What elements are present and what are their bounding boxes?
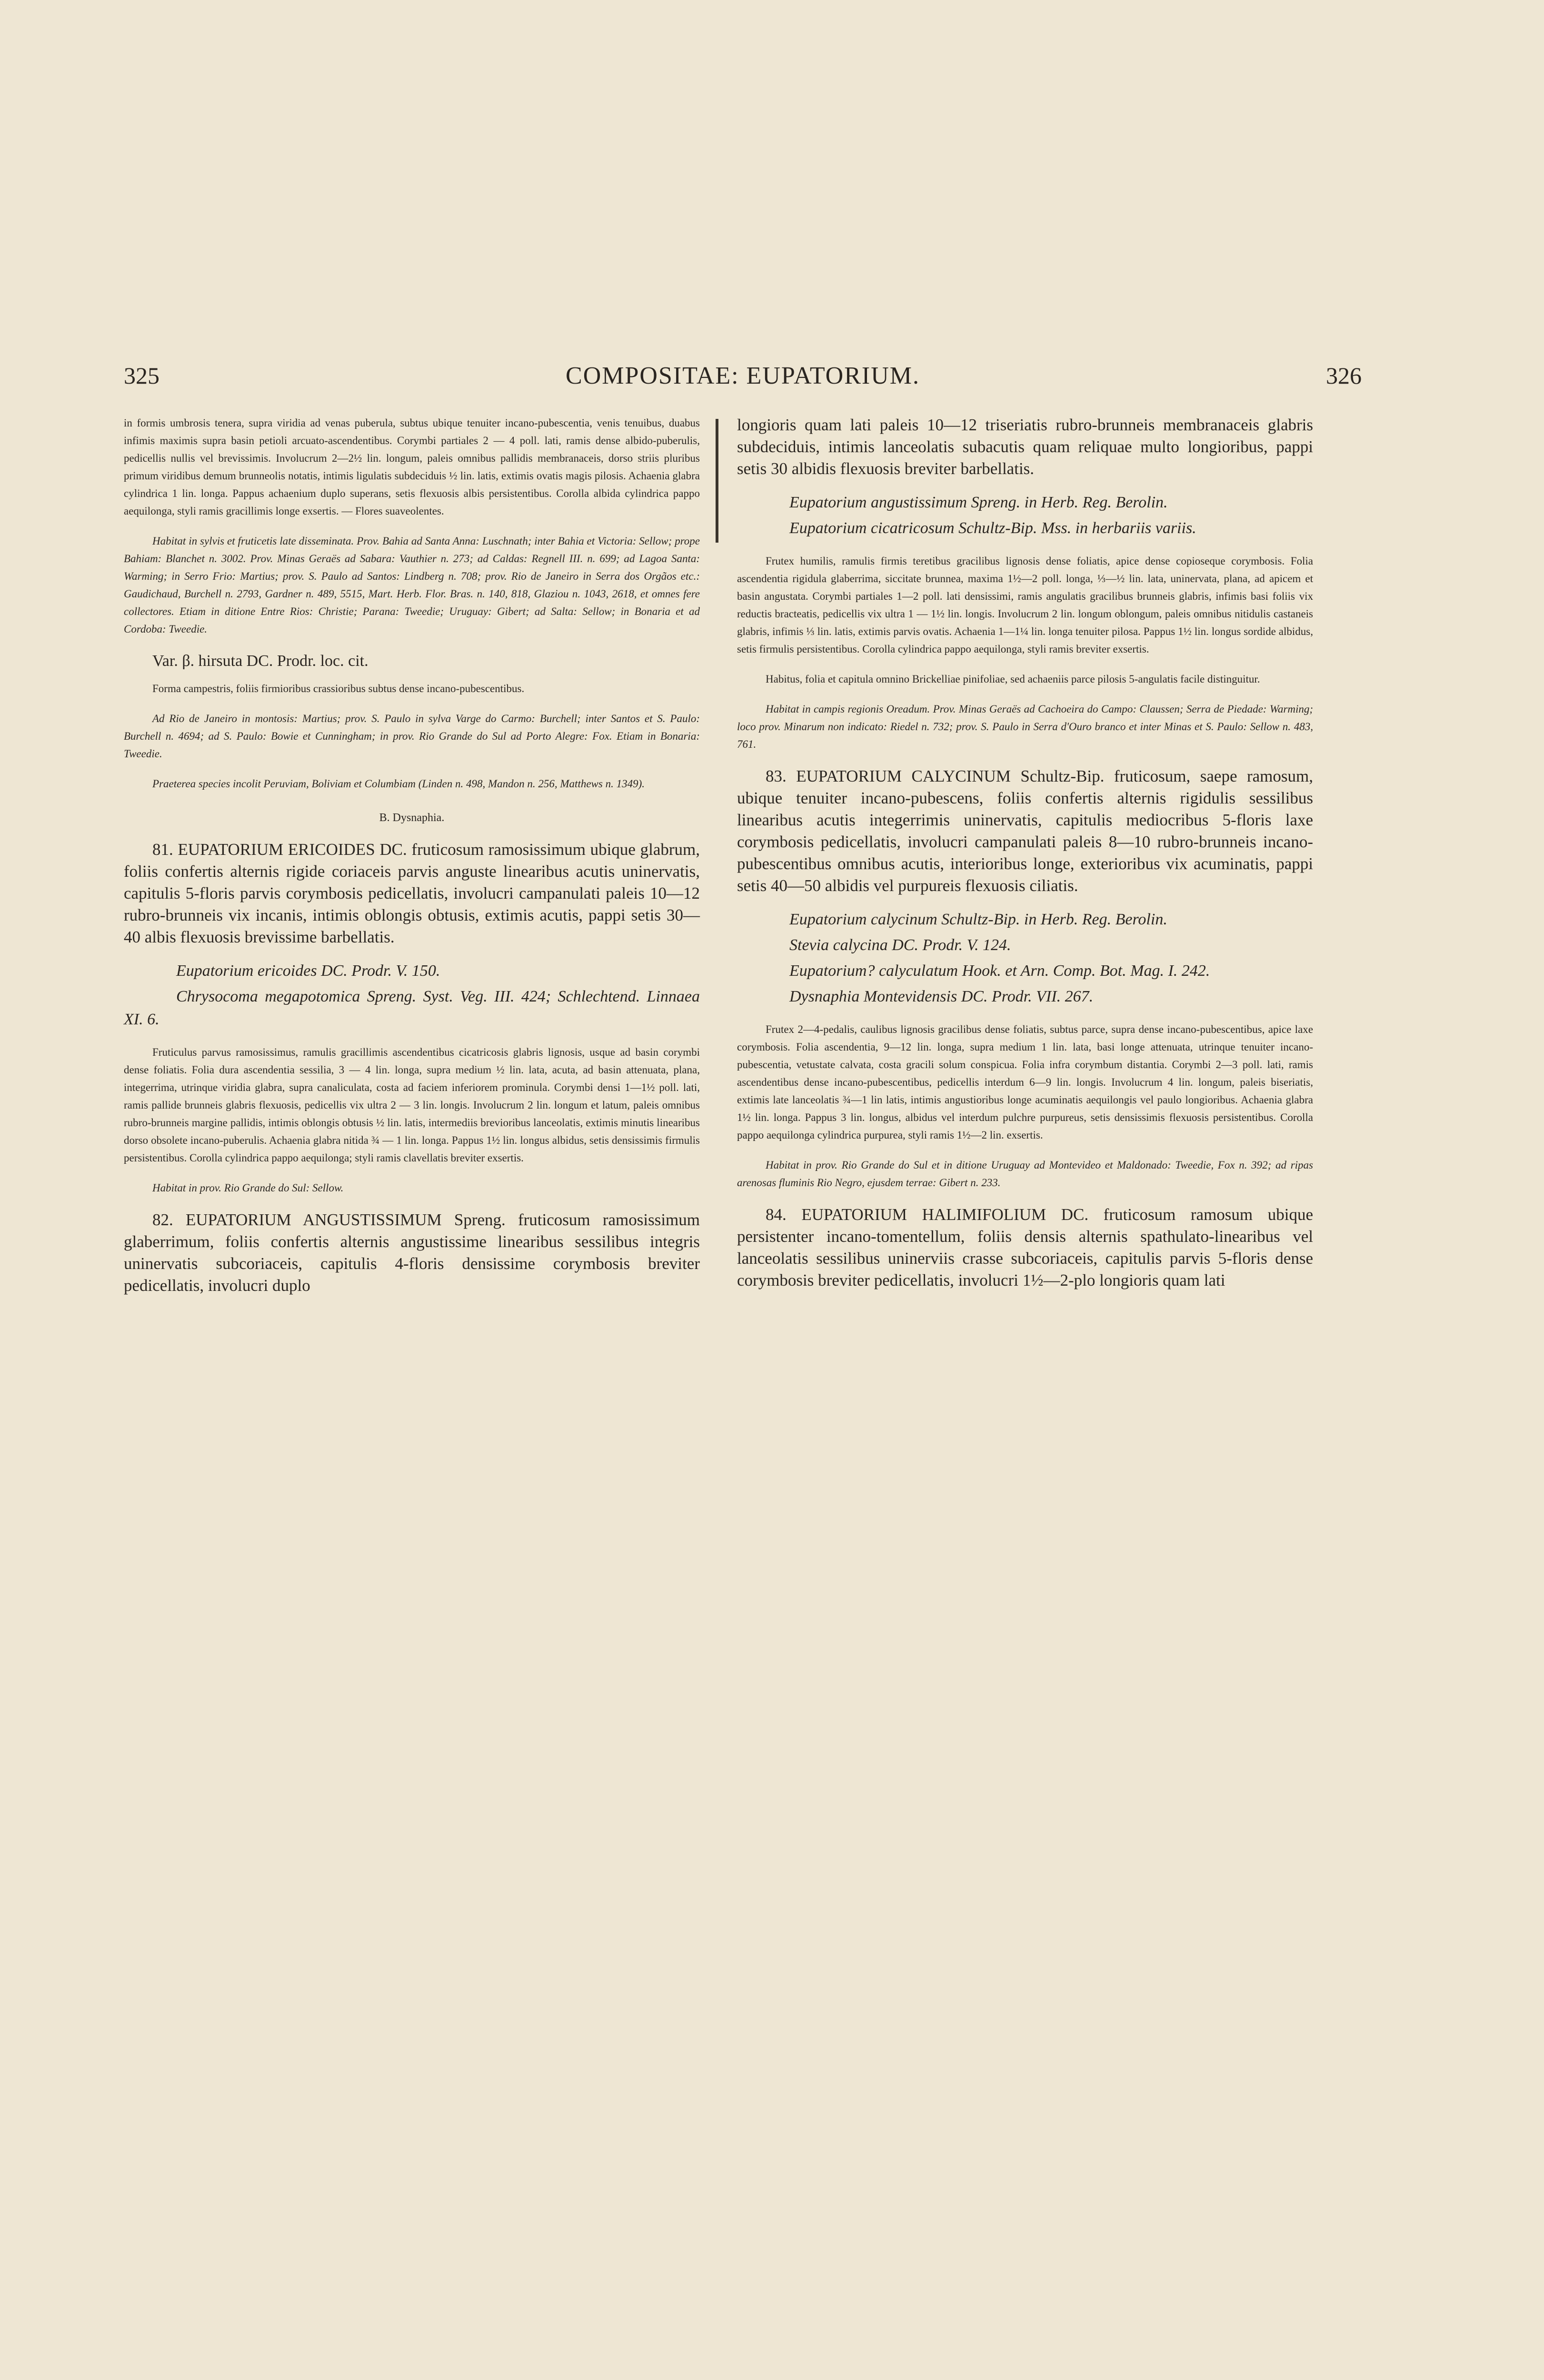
habitat-paragraph: Habitat in sylvis et fruticetis late disseminata. Prov. Bahia ad Santa Anna: Luschnath; inter Bahia et Victoria: Sellow; prope Bahiam: Blanchet n. 3002. Prov. Minas Geraës ad Sabara: Vauthier n. 273; ad Caldas: Regnell III. n. 699; ad Lagoa Santa: Warming; in Serro Frio: Martius; prov. S. Paulo ad Santos: Lindberg n. 708; prov. Rio de Janeiro in Serra dos Orgãos etc.: Gaudichaud, Burchell n. 2793, Gardner n. 489, 5515, Mart. Herb. Flor. Bras. n. 140, 818, Glaziou n. 1043, 2618, et omnes fere collectores. Etiam in ditione Entre Rios: Christie; Parana: Tweedie; Uruguay: Gibert; ad Salta: Sellow; in Bonaria et ad Cordoba: Tweedie. xyxy=(124,535,700,635)
synonym: Eupatorium cicatricosum Schultz-Bip. Mss. in herbariis variis. xyxy=(789,519,1196,537)
species-83-description: Frutex 2—4-pedalis, caulibus lignosis gracilibus dense foliatis, subtus parce, supra dense incano-pubescentibus, apice laxe corymbosis. Folia ascendentia, 9—12 lin. longa, supra medium 1 lin. lata, basi longe attenuata, utrinque tenuiter incano-pubescentia, vetustate calvata, costa gracili solum conspicua. Folia infra corymbum distantia. Corymbi 2—3 poll. lati, ramis ascendentibus dense incano-pubescentibus, pedicellis interdum 6—9 lin. longis. Involucrum 4 lin. longum, paleis biseriatis, extimis late lanceolatis ¾—1 lin latis, intimis angustioribus longe acuminatis aequilongis vel paulo longioribus. Achaenia glabra 1½ lin. longa. Pappus 3 lin. longus, albidus vel interdum pulchre purpureus, setis densissimis flexuosis persistentibus. Corolla pappo aequilonga cylindrica purpurea, styli ramis 1½—2 lin. exsertis. xyxy=(737,1023,1313,1141)
species-82-diagnosis: 82. EUPATORIUM ANGUSTISSIMUM Spreng. fruticosum ramosissimum glaberrimum, foliis confertis alternis angustissime linearibus sessilibus integris uninervatis subcoriaceis, capitulis 4-floris densissime corymbosis breviter pedicellatis, involucri duplo xyxy=(124,1210,700,1295)
species-84-diagnosis: 84. EUPATORIUM HALIMIFOLIUM DC. fruticosum ramosum ubique persistenter incano-tomentellum, foliis densis alternis spathulato-linearibus vel lanceolatis sessilibus uninerviis crasse subcoriaceis, capitulis parvis 5-floris dense corymbosis breviter pedicellatis, involucri 1½—2-plo longioris quam lati xyxy=(737,1205,1313,1289)
distribution-paragraph: Praeterea species incolit Peruviam, Boliviam et Columbiam (Linden n. 498, Mandon n. 256, Matthews n. 1349). xyxy=(152,778,645,790)
species-82-note: Habitus, folia et capitula omnino Brickelliae pinifoliae, sed achaeniis parce pilosis 5-angulatis facile distinguitur. xyxy=(766,673,1260,685)
species-82-habitat: Habitat in campis regionis Oreadum. Prov. Minas Geraës ad Cachoeira do Campo: Claussen; Serra de Piedade: Warming; loco prov. Minarum non indicato: Riedel n. 732; prov. S. Paulo in Serra d'Ouro branco et inter Minas et S. Paulo: Sellow n. 483, 761. xyxy=(737,703,1313,750)
section-heading: B. Dysnaphia. xyxy=(379,812,445,824)
species-81-habitat: Habitat in prov. Rio Grande do Sul: Sellow. xyxy=(152,1182,344,1194)
species-81-diagnosis: 81. EUPATORIUM ERICOIDES DC. fruticosum ramosissimum ubique glabrum, foliis confertis alternis rigide coriaceis parvis anguste linearibus acutis uninervatis, capitulis 5-floris parvis corymbosis pedicellatis, involucri campanulati paleis 10—12 rubro-brunneis vix incanis, intimis oblongis obtusis, extimis acutis, pappi setis 30—40 albis flexuosis brevissime barbellatis. xyxy=(124,840,700,946)
right-column xyxy=(737,414,1313,1303)
synonym-block xyxy=(737,908,1313,1008)
synonym: Eupatorium? calyculatum Hook. et Arn. Comp. Bot. Mag. I. 242. xyxy=(789,962,1210,980)
variety-heading: Var. β. hirsuta DC. Prodr. loc. cit. xyxy=(152,652,369,670)
running-title: COMPOSITAE: EUPATORIUM. xyxy=(566,362,920,389)
variety-description: Forma campestris, foliis firmioribus crassioribus subtus dense incano-pubescentibus. xyxy=(152,683,525,694)
page-number-right: 326 xyxy=(1326,362,1362,389)
left-column xyxy=(124,414,700,1308)
synonym: Chrysocoma megapotomica Spreng. Syst. Veg. III. 424; Schlechtend. Linnaea XI. 6. xyxy=(124,988,700,1028)
synonym: Eupatorium angustissimum Spreng. in Herb. Reg. Berolin. xyxy=(789,494,1168,511)
synonym-block xyxy=(737,491,1313,540)
variety-habitat: Ad Rio de Janeiro in montosis: Martius; prov. S. Paulo in sylva Varge do Carmo: Burchell; inter Santos et S. Paulo: Burchell n. 4694; ad S. Paulo: Bowie et Cunningham; in prov. Rio Grande do Sul ad Porto Alegre: Fox. Etiam in Bonaria: Tweedie. xyxy=(124,713,700,760)
description-paragraph: in formis umbrosis tenera, supra viridia ad venas puberula, subtus ubique tenuiter incano-pubescentia, venis tenuibus, duabus infimis maximis supra basin petioli arcuato-ascendentibus. Corymbi partiales 2 — 4 poll. lati, ramis dense albido-puberulis, pedicellis nullis vel brevissimis. Involucrum 2—2½ lin. longum, paleis omnibus pallidis membranaceis, dorso striis pluribus primum viridibus demum brunneolis notatis, intimis ligulatis subdeciduis ½ lin. latis, extimis ovatis magis pilosis. Achaenia glabra cylindrica 1 lin. longa. Pappus achaenium duplo superans, setis flexuosis albis persistentibus. Corolla albida cylindrica pappo aequilonga, styli ramis gracillimis longe exsertis. — Flores suaveolentes. xyxy=(124,417,700,517)
species-83-diagnosis: 83. EUPATORIUM CALYCINUM Schultz-Bip. fruticosum, saepe ramosum, ubique tenuiter incano-pubescens, foliis confertis alternis rigidulis sessilibus linearibus acutis integerrimis uninervatis, capitulis mediocribus 5-floris laxe corymbosis pedicellatis, involucri campanulati paleis 8—10 rubro-brunneis incano-pubescentibus omnibus acutis, interioribus longe, exterioribus vix acuminatis, pappi setis 40—50 albidis vel purpureis flexuosis ciliatis. xyxy=(737,767,1313,895)
synonym-block xyxy=(124,960,700,1031)
synonym: Stevia calycina DC. Prodr. V. 124. xyxy=(789,936,1011,954)
page-header xyxy=(124,362,1362,400)
page-number-left: 325 xyxy=(124,362,159,389)
column-divider xyxy=(716,419,718,543)
species-81-description: Fruticulus parvus ramosissimus, ramulis gracillimis ascendentibus cicatricosis glabris lignosis, usque ad basin corymbi dense foliatis. Folia dura ascendentia sessilia, 3 — 4 lin. longa, supra medium ½ lin. lata, acuta, ad basin attenuata, plana, integerrima, utrinque viridia glabra, supra canaliculata, costa ad faciem inferiorem prominula. Corymbi densi 1—1½ poll. lati, ramis pallide brunneis glabris flexuosis, pedicellis vix ultra 2 — 3 lin. longis. Involucrum 2 lin. longum et latum, paleis omnibus rubro-brunneis margine pallidis, intimis oblongis obtusis ½ lin. latis, intermediis brevioribus lanceolatis, extimis minutis linearibus dorso obsolete incano-puberulis. Achaenia glabra nitida ¾ — 1 lin. longa. Pappus 1½ lin. longus albidus, setis densissimis firmulis persistentibus. Corolla cylindrica pappo aequilonga; styli ramis clavellatis breviter exsertis. xyxy=(124,1046,700,1164)
synonym: Eupatorium ericoides DC. Prodr. V. 150. xyxy=(176,962,440,980)
synonym: Eupatorium calycinum Schultz-Bip. in Herb. Reg. Berolin. xyxy=(789,911,1167,928)
species-83-habitat: Habitat in prov. Rio Grande do Sul et in ditione Uruguay ad Montevideo et Maldonado: Tweedie, Fox n. 392; ad ripas arenosas fluminis Rio Negro, ejusdem terrae: Gibert n. 233. xyxy=(737,1159,1313,1189)
synonym: Dysnaphia Montevidensis DC. Prodr. VII. 267. xyxy=(789,988,1094,1005)
species-82-diagnosis-cont: longioris quam lati paleis 10—12 triseriatis rubro-brunneis membranaceis glabris subdeciduis, intimis lanceolatis subacutis quam reliquae multo longioribus, pappi setis 30 albidis flexuosis breviter barbellatis. xyxy=(737,416,1313,478)
species-82-description: Frutex humilis, ramulis firmis teretibus gracilibus lignosis dense foliatis, apice dense copioseque corymbosis. Folia ascendentia rigidula glaberrima, siccitate brunnea, maxima 1½—2 poll. longa, ⅓—½ lin. lata, uninervata, plana, ad apicem et basin angustata. Corymbi partiales 1—2 poll. lati densissimi, ramis angulatis gracilibus brunneis glabris, infimis basi foliis vix reductis bracteatis, pedicellis vix ultra 1 — 1½ lin. longis. Involucrum 2 lin. longum oblongum, paleis omnibus nitidulis castaneis glabris, infimis ⅓ lin. latis, extimis parvis ovatis. Achaenia 1—1¼ lin. longa tenuiter pilosa. Pappus 1½ lin. longus sordide albidus, setis firmulis persistentibus. Corolla cylindrica pappo aequilonga, styli ramis breviter exsertis. xyxy=(737,555,1313,655)
